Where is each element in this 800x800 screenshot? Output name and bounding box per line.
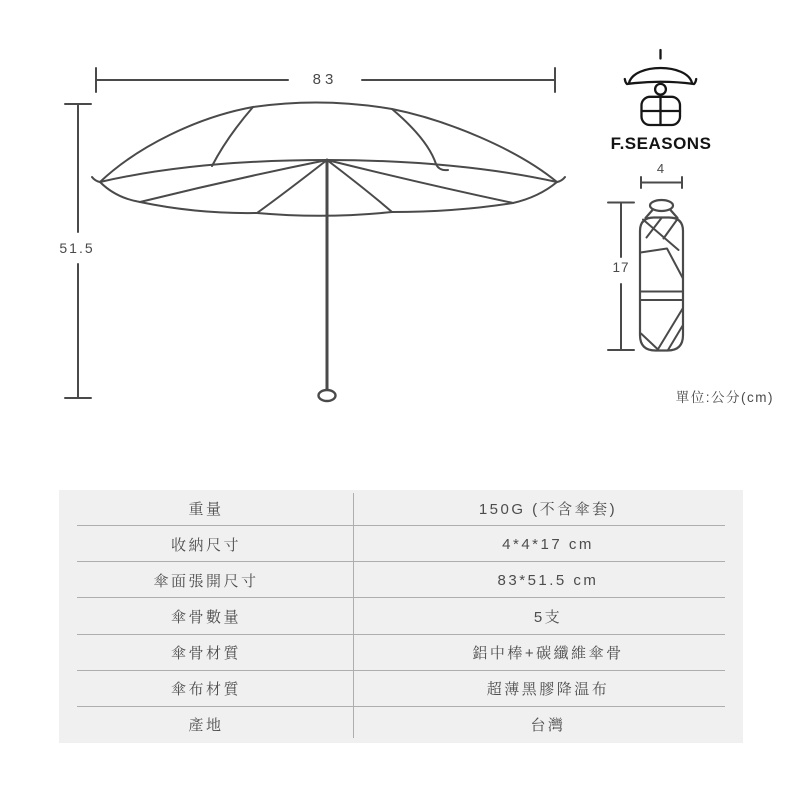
table-row	[59, 635, 743, 671]
spec-label-fabric-material: 傘布材質	[170, 681, 241, 699]
umbrella-handle-loop	[319, 390, 336, 401]
folded-height-dimension-label: 17	[612, 260, 630, 275]
table-row	[59, 598, 743, 634]
spec-value-origin: 台灣	[530, 717, 566, 735]
spec-label-rib-count: 傘骨數量	[170, 608, 241, 626]
open-height-dimension-label: 51.5	[59, 240, 95, 256]
open-width-dimension-label: 83	[312, 71, 338, 88]
spec-value-open-size: 83*51.5 cm	[497, 571, 599, 589]
spec-value-rib-count: 5支	[533, 608, 563, 626]
unit-note: 單位:公分(cm)	[675, 390, 774, 405]
spec-table	[59, 490, 743, 743]
spec-value-folded-size: 4*4*17 cm	[502, 535, 594, 553]
folded-height-dimension-line	[608, 203, 634, 351]
spec-value-weight: 150G (不含傘套)	[478, 500, 618, 518]
spec-value-rib-material: 鋁中棒+碳纖維傘骨	[472, 645, 624, 663]
logo-body-cross	[642, 97, 681, 125]
table-row	[59, 707, 743, 743]
table-row	[59, 526, 743, 562]
table-row	[59, 562, 743, 598]
spec-value-fabric-material: 超薄黑膠降温布	[486, 681, 610, 699]
spec-label-weight: 重量	[188, 500, 224, 518]
folded-umbrella-diagram	[640, 200, 683, 351]
spec-label-rib-material: 傘骨材質	[170, 645, 241, 663]
open-umbrella-diagram	[92, 102, 565, 401]
folded-width-dimension-line	[641, 177, 682, 188]
brand-umbrella-logo-icon	[625, 50, 696, 125]
brand-name: F.SEASONS	[610, 134, 712, 153]
folded-width-dimension-label: 4	[656, 161, 666, 176]
table-row	[59, 671, 743, 707]
folded-handle-loop	[650, 200, 673, 211]
folded-fold-lines	[640, 218, 683, 350]
table-row	[59, 490, 743, 526]
logo-head-circle	[655, 84, 666, 95]
spec-label-open-size: 傘面張開尺寸	[153, 572, 259, 590]
spec-label-origin: 產地	[188, 717, 224, 735]
spec-label-folded-size: 收納尺寸	[170, 536, 241, 554]
